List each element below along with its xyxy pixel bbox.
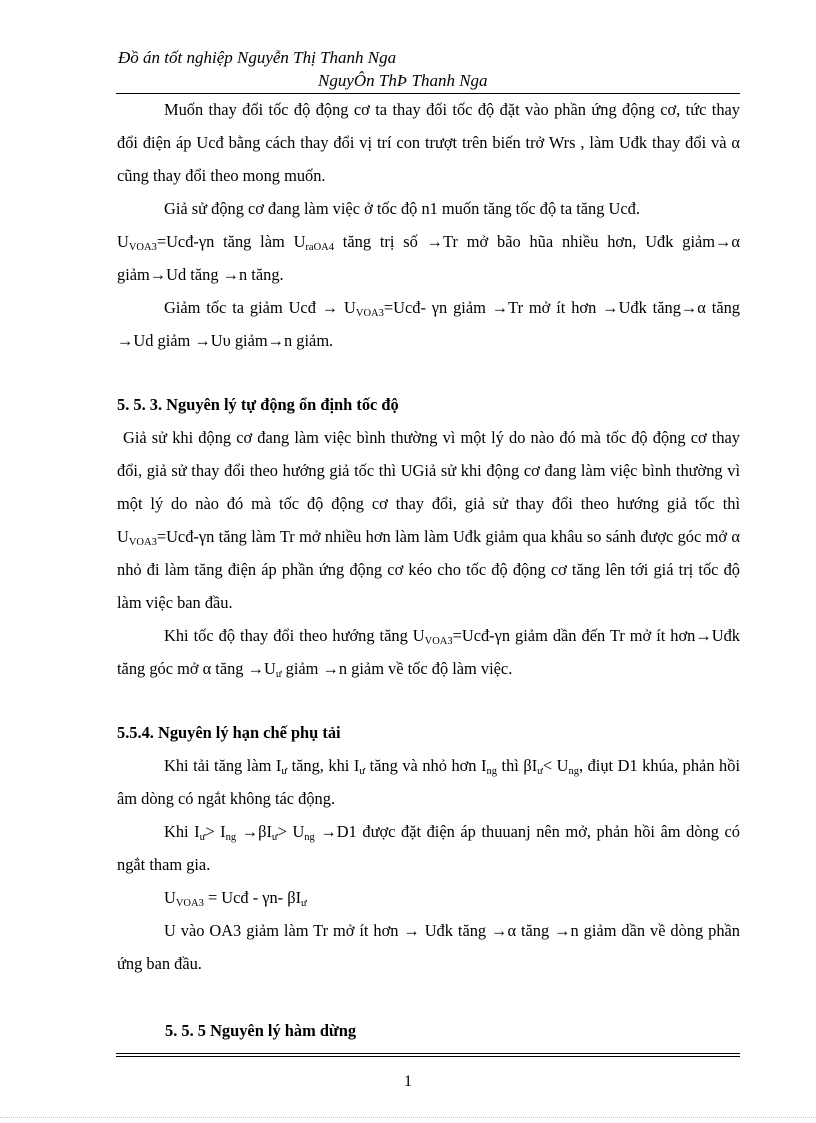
paragraph-load-increase: Khi tải tăng làm $I_ư$ tăng, khi $I_ư$ tăng và nhỏ hơn $I_{ng}$ thì $\beta I_ư< U_{ng}$, điụt D1 khúa, phản hồi âm dòng có ngắt không tác động. [117, 756, 740, 808]
paragraph-current-exceeds: Khi $I_ư> I_{ng} \to\beta I_ư> U_{ng} \to D1$ được đặt điện áp thuuanj nên mở, phản hồi âm dòng có ngắt tham gia. [117, 822, 740, 874]
paragraph-speed-increase: Khi tốc độ thay đổi theo hướng tăng $U_{VOA3}=Ucđ-\gamma n$ giảm dần đến Tr mở ít hơn→Uđk tăng góc mở α tăng $\to U_ư$ giảm →n giảm về tốc độ làm việc. [117, 626, 740, 680]
section-gap [117, 357, 740, 388]
paragraph-change-speed: Muốn thay đổi tốc độ động cơ ta thay đổi tốc độ đặt vào phần ứng động cơ, tức thay đổi điện áp Ucđ bằng cách thay đổi vị trí con trượt trên biến trở Wrs , làm Uđk thay đổi và α cũng thay đổi theo mong muốn. [117, 100, 740, 185]
heading-speed-stabilization: 5. 5. 3. Nguyên lý tự động ổn định tốc độ [117, 395, 399, 414]
page-bottom-edge [0, 1117, 816, 1118]
heading-braking: 5. 5. 5 Nguyên lý hàm dừng [165, 1021, 357, 1040]
heading-load-limiting: 5.5.4. Nguyên lý hạn chế phụ tải [117, 723, 341, 742]
paragraph-stabilization: Giả sử khi động cơ đang làm việc bình thường vì một lý do nào đó mà tốc độ động cơ thay đổi, giả sử thay đổi theo hướng giả tốc thì UGiả sử khi động cơ đang làm việc bình thường vì một lý do nào đó mà tốc độ động cơ thay đổi, giả sử thay đổi theo hướng giả tốc thì $U_{VOA3}=Ucđ-\gamma n$ tăng làm Tr mở nhiều hơn làm làm Uđk giảm qua khâu so sánh được góc mở α nhỏ đi làm tăng điện áp phần ứng động cơ kéo cho tốc độ động cơ tăng lên tới giá trị tốc độ làm việc ban đầu. [117, 428, 740, 612]
section-gap [117, 685, 740, 716]
page-body [117, 93, 740, 980]
footer-rule [116, 1053, 740, 1054]
footer-rule [116, 1056, 740, 1057]
header-subtitle: NguyÔn ThÞ Thanh Nga [318, 71, 488, 90]
header-title: Đồ án tốt nghiệp Nguyễn Thị Thanh Nga [118, 48, 397, 67]
equation-voa3: $U_{VOA3}$ = Ucđ - γn- $\beta I_ư$ [164, 888, 307, 909]
page-number: 1 [404, 1073, 412, 1090]
paragraph-oa3-input: U vào OA3 giảm làm Tr mở ít hơn → Uđk tăng →α tăng →n giảm dần về dòng phần ứng ban đầu. [117, 921, 740, 973]
paragraph-assume-n1: Giả sử động cơ đang làm việc ở tốc độ n1 muốn tăng tốc độ ta tăng Ucđ. [164, 199, 640, 218]
paragraph-increase-ucd: $U_{VOA3}=Ucđ-\gamma n$ tăng làm $U_{raOA4}$ tăng trị số →Tr mở bão hũa nhiều hơn, Uđk giảm→α giảm→Ud tăng →n tăng. [117, 232, 741, 284]
paragraph-decrease-speed: Giảm tốc ta giảm Ucđ → $U_{VOA3}=Ucđ-$ γn giảm →Tr mở ít hơn →Uđk tăng→α tăng →Ud giảm →Uυ giảm→n giảm. [117, 298, 740, 350]
